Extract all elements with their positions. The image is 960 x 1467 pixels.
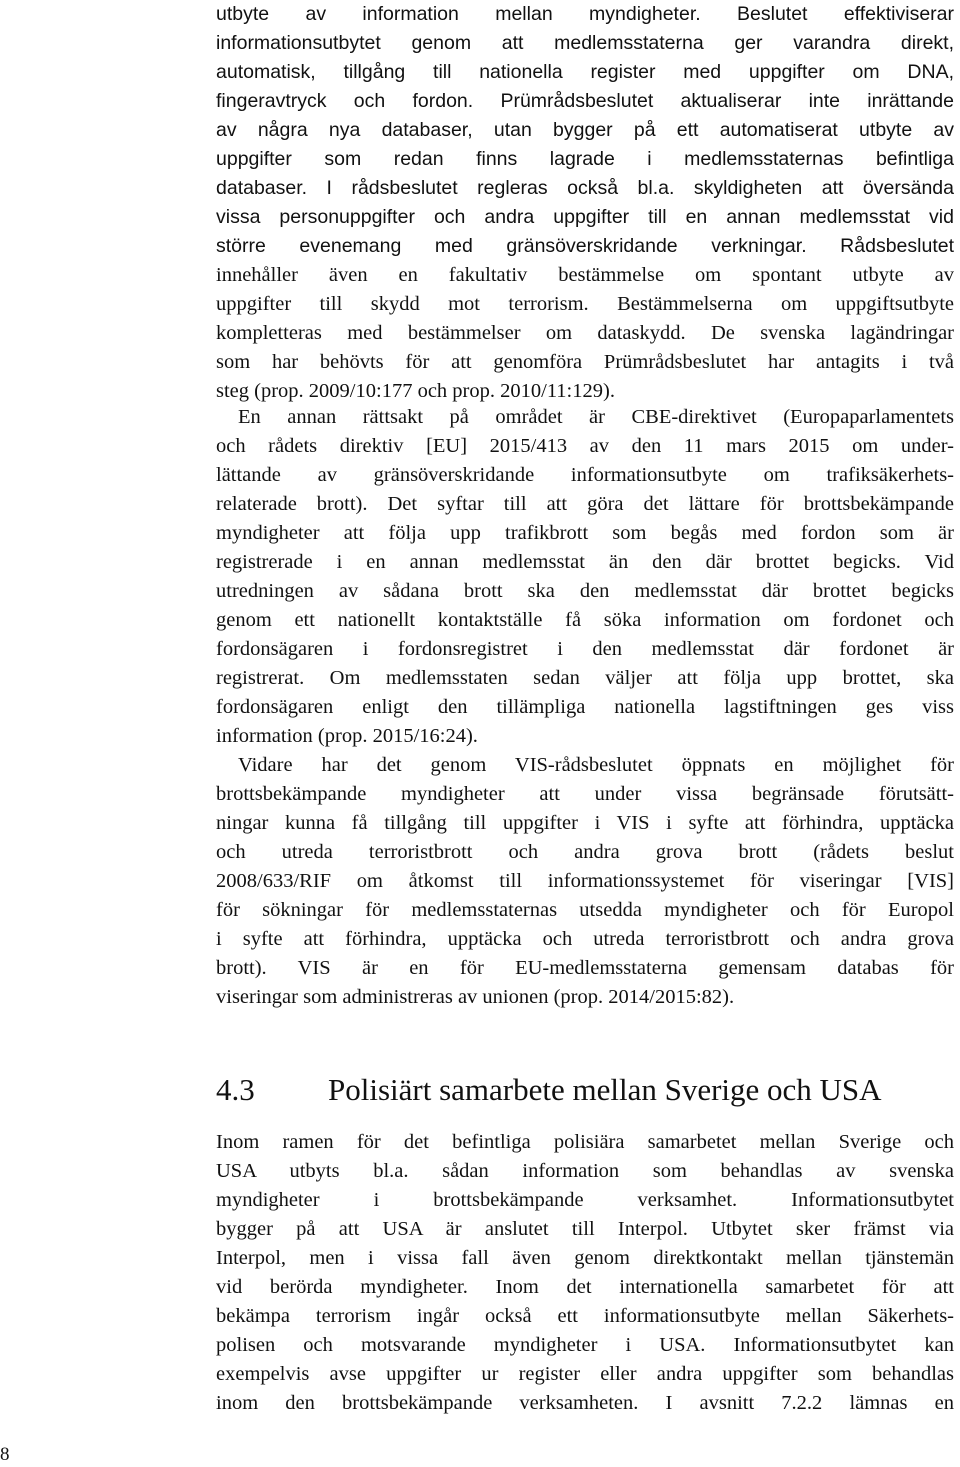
text-line: registrerade i en annan medlemsstat än den där brottet begicks. Vid	[216, 551, 954, 573]
section-number: 4.3	[216, 1072, 255, 1107]
text-line: uppgifter till skydd mot terrorism. Bestämmelserna om uppgiftsutbyte	[216, 293, 954, 315]
text-line: En annan rättsakt på området är CBE-direktivet (Europaparlamentets	[238, 406, 954, 428]
text-line: genom ett nationellt kontaktställe få söka information om fordonet och	[216, 609, 954, 631]
paragraph-vis	[216, 751, 954, 1012]
text-line: som har behövts för att genomföra Prümrådsbeslutet har antagits i två	[216, 351, 954, 373]
text-line: i syfte att förhindra, upptäcka och utreda terroristbrott och andra grova	[216, 928, 954, 950]
text-line: vissa personuppgifter och andra uppgifter till en annan medlemsstat vid	[216, 206, 954, 228]
text-line: innehåller även en fakultativ bestämmelse om spontant utbyte av	[216, 264, 954, 286]
text-line: information (prop. 2015/16:24).	[216, 725, 478, 747]
text-line: inom den brottsbekämpande verksamheten. I avsnitt 7.2.2 lämnas en	[216, 1392, 954, 1414]
text-line: fingeravtryck och fordon. Prümrådsbeslutet aktualiserar inte inrättande	[216, 90, 954, 112]
text-line: bygger på att USA är anslutet till Interpol. Utbytet sker främst via	[216, 1218, 954, 1240]
text-line: uppgifter som redan finns lagrade i medlemsstaternas befintliga	[216, 148, 954, 170]
text-line: registrerat. Om medlemsstaten sedan väljer att följa upp brottet, ska	[216, 667, 954, 689]
text-line: brott). VIS är en för EU-medlemsstaterna gemensam databas för	[216, 957, 954, 979]
section-paragraph	[216, 1128, 954, 1418]
section-heading	[216, 1068, 954, 1112]
text-line: viseringar som administreras av unionen (prop. 2014/2015:82).	[216, 986, 735, 1008]
text-line: fordonsägaren i fordonsregistret i den medlemsstat där fordonet är	[216, 638, 954, 660]
text-line: 2008/633/RIF om åtkomst till informationssystemet för viseringar [VIS]	[216, 870, 954, 892]
text-line: databaser. I rådsbeslutet regleras också bl.a. skyldigheten att översända	[216, 177, 954, 199]
text-line: Interpol, men i vissa fall även genom direktkontakt mellan tjänstemän	[216, 1247, 954, 1269]
text-line: av några nya databaser, utan bygger på ett automatiserat utbyte av	[216, 119, 954, 141]
text-line: bekämpa terrorism ingår också ett informationsutbyte mellan Säkerhets-	[216, 1305, 954, 1327]
text-line: större evenemang med gränsöverskridande verkningar. Rådsbeslutet	[216, 235, 954, 257]
text-line: vid berörda myndigheter. Inom det internationella samarbetet för att	[216, 1276, 954, 1298]
text-line: USA utbyts bl.a. sådan information som behandlas av svenska	[216, 1160, 954, 1182]
text-line: myndigheter att följa upp trafikbrott som begås med fordon som är	[216, 522, 954, 544]
text-line: exempelvis avse uppgifter ur register eller andra uppgifter som behandlas	[216, 1363, 954, 1385]
text-line: utbyte av information mellan myndigheter. Beslutet effektiviserar	[216, 3, 954, 25]
text-line: kompletteras med bestämmelser om dataskydd. De svenska lagändringar	[216, 322, 954, 344]
text-line: Inom ramen för det befintliga polisiära samarbetet mellan Sverige och	[216, 1131, 954, 1153]
page-number: 8	[0, 1444, 10, 1465]
text-line: Vidare har det genom VIS-rådsbeslutet öppnats en möjlighet för	[238, 754, 954, 776]
paragraph-prum	[216, 0, 954, 406]
text-line: steg (prop. 2009/10:177 och prop. 2010/11:129).	[216, 380, 615, 402]
text-line: polisen och motsvarande myndigheter i USA. Informationsutbytet kan	[216, 1334, 954, 1356]
text-line: fordonsägaren enligt den tillämpliga nationella lagstiftningen ges viss	[216, 696, 954, 718]
text-line: och rådets direktiv [EU] 2015/413 av den 11 mars 2015 om under-	[216, 435, 954, 457]
text-line: och utreda terroristbrott och andra grova brott (rådets beslut	[216, 841, 954, 863]
text-line: utredningen av sådana brott ska den medlemsstat där brottet begicks	[216, 580, 954, 602]
section-title: Polisiärt samarbete mellan Sverige och USA	[328, 1072, 882, 1107]
text-line: lättande av gränsöverskridande informationsutbyte om trafiksäkerhets-	[216, 464, 954, 486]
text-line: myndigheter i brottsbekämpande verksamhet. Informationsutbytet	[216, 1189, 954, 1211]
text-line: brottsbekämpande myndigheter att under vissa begränsade förutsätt-	[216, 783, 954, 805]
text-line: relaterade brott). Det syftar till att göra det lättare för brottsbekämpande	[216, 493, 954, 515]
text-line: informationsutbytet genom att medlemsstaterna ger varandra direkt,	[216, 32, 954, 54]
text-line: för sökningar för medlemsstaternas utsedda myndigheter och för Europol	[216, 899, 954, 921]
text-line: automatisk, tillgång till nationella register med uppgifter om DNA,	[216, 61, 954, 83]
text-line: ningar kunna få tillgång till uppgifter i VIS i syfte att förhindra, upptäcka	[216, 812, 954, 834]
paragraph-cbe	[216, 403, 954, 751]
